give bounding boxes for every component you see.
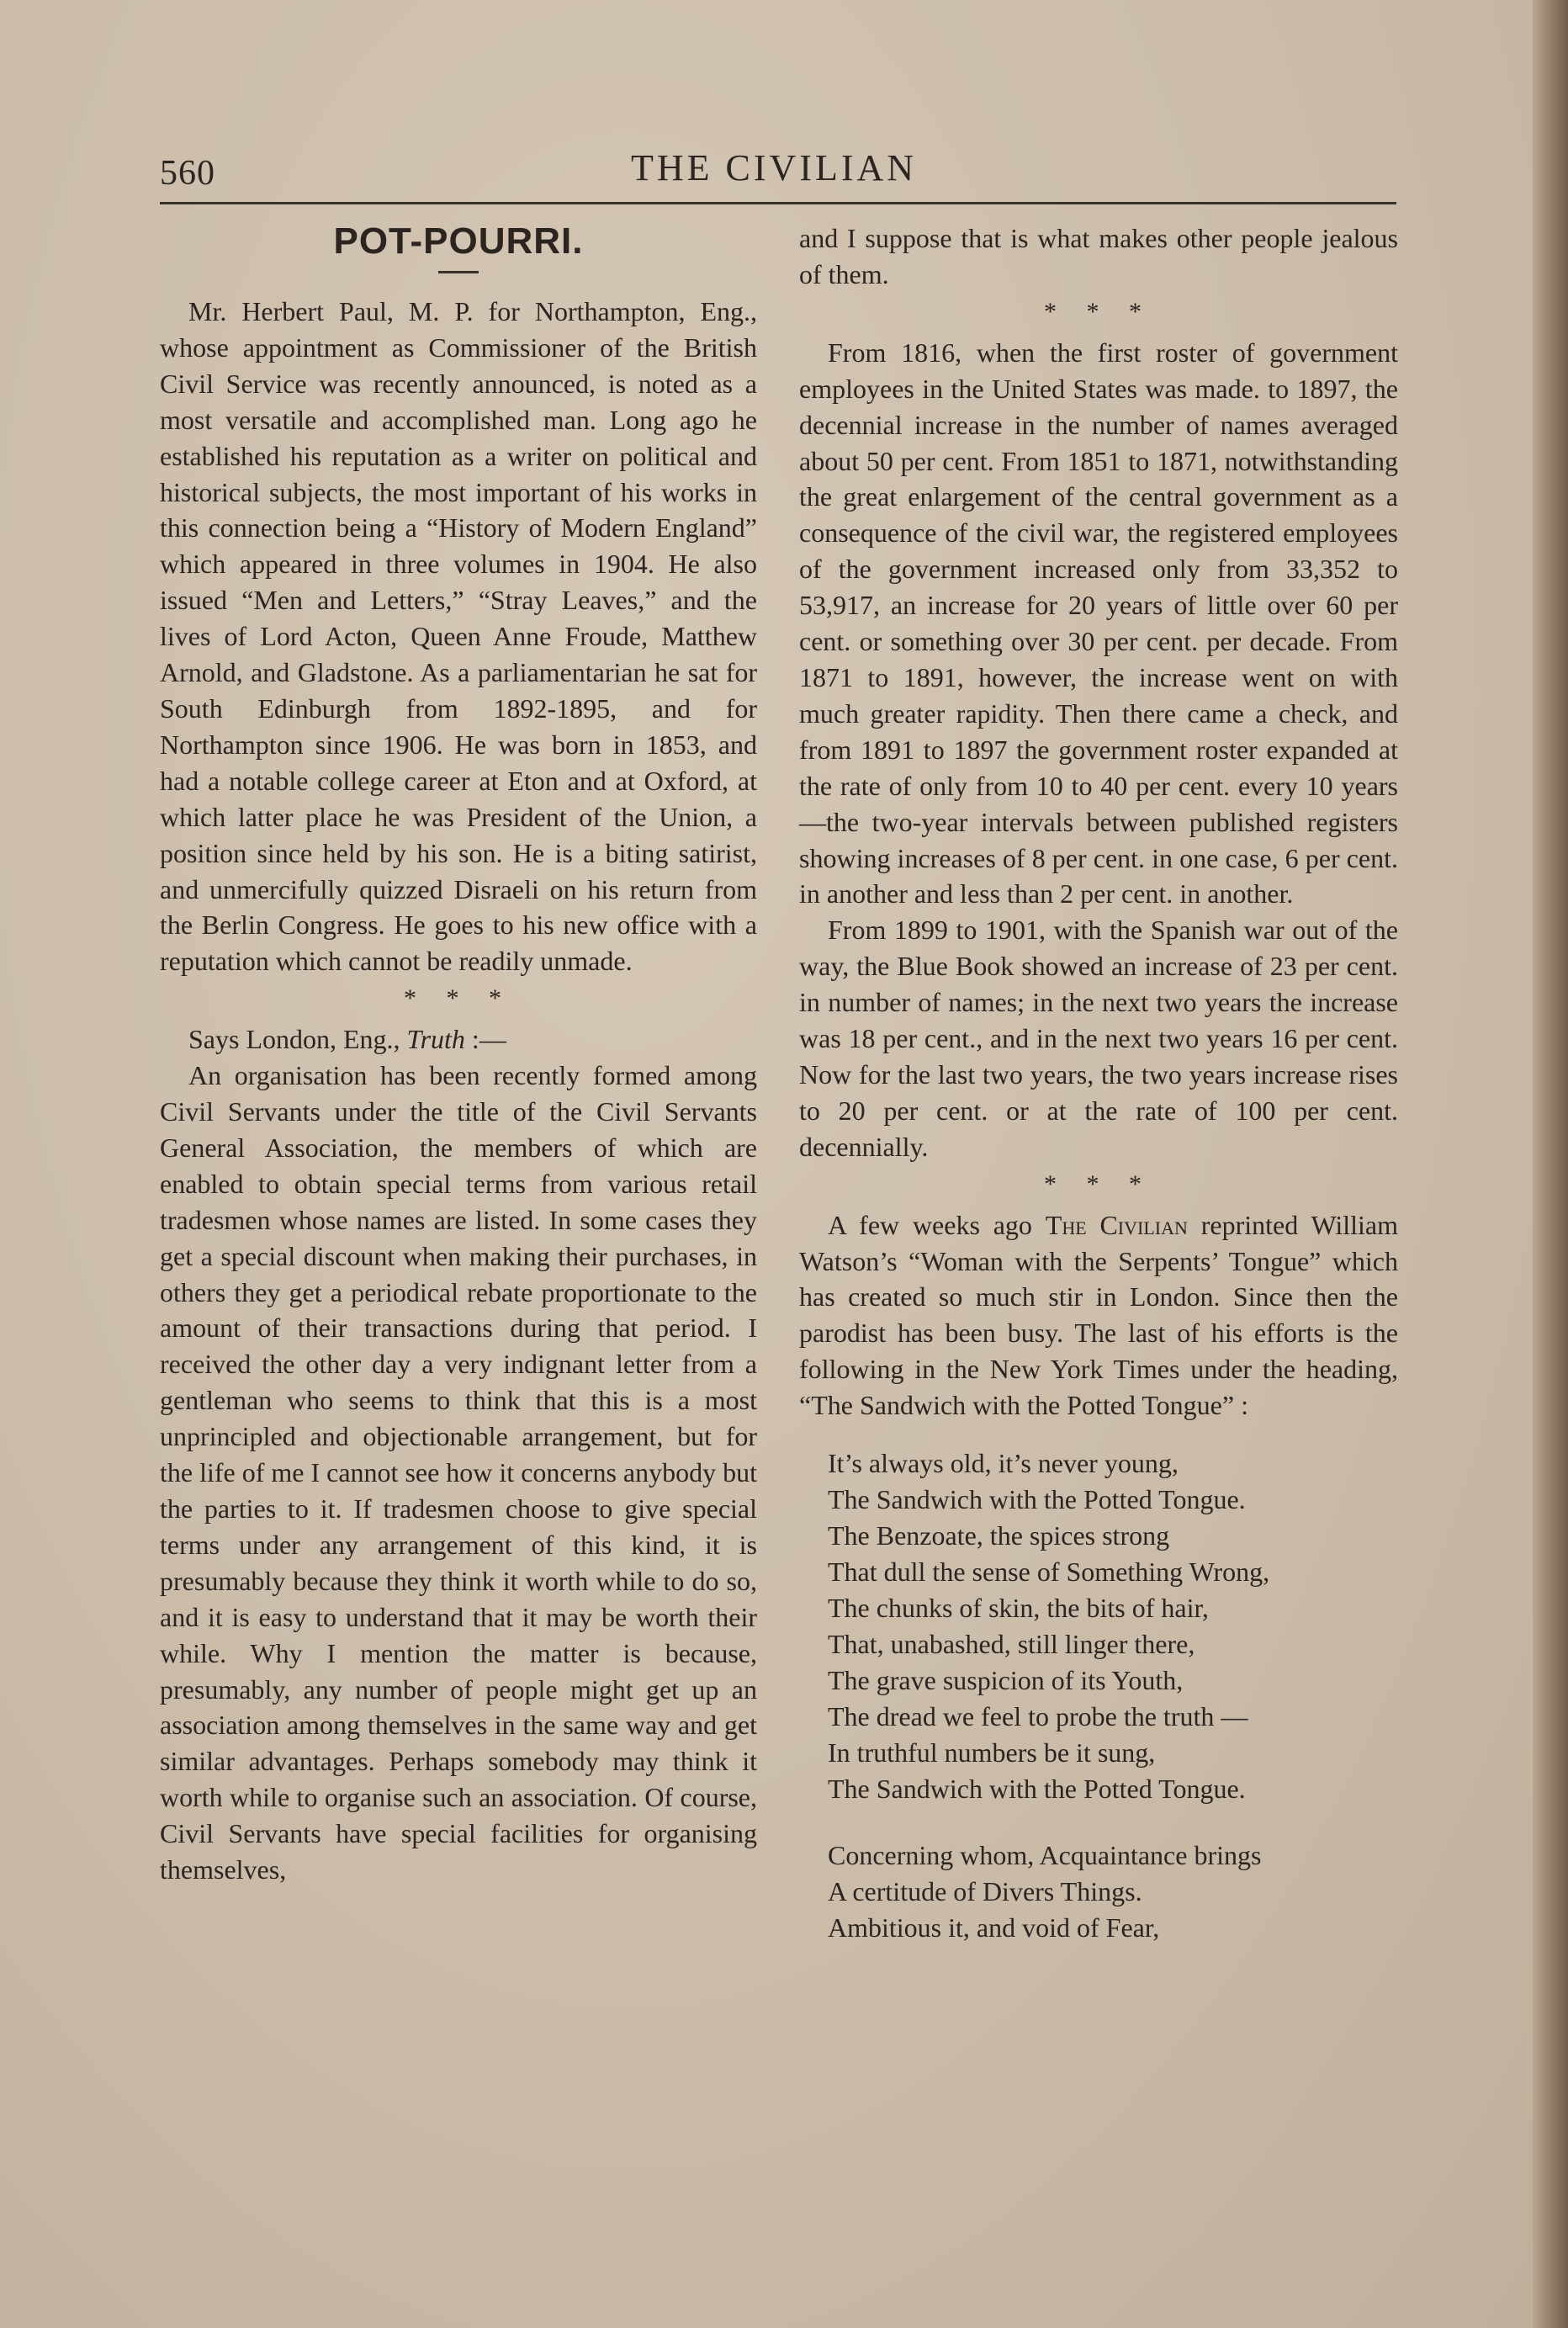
page-edge-shadow	[1533, 0, 1568, 2328]
poem-stanza-1	[828, 1445, 1398, 1807]
poem-stanza-2	[828, 1837, 1398, 1946]
section-separator: * * *	[404, 984, 513, 1013]
journal-title: THE CIVILIAN	[631, 147, 918, 188]
left-column	[160, 220, 757, 1888]
poem-line: The chunks of skin, the bits of hair,	[828, 1593, 1209, 1624]
paragraph-government-roster: From 1816, when the first roster of government employees in the United States was made. to 1897, the decennial increase in the number of names averaged about 50 per cent. From 1851 to 1871, notwithstanding the great enlargement of the central government as a consequence of the civil war, the registered employees of the government increased only from 33,352 to 53,917, an increase for 20 years of little over 60 per cent. or something over 30 per cent. per decade. From 1871 to 1891, however, the increase went on with much greater rapidity. Then there came a check, and from 1891 to 1897 the government roster expanded at the rate of only from 10 to 40 per cent. every 10 years—the two-year intervals between published registers showing increases of 8 per cent. in one case, 6 per cent. in another and less than 2 per cent. in another.	[799, 337, 1398, 909]
poem-line: A certitude of Divers Things.	[828, 1876, 1142, 1907]
poem-line: The Benzoate, the spices strong	[828, 1520, 1170, 1551]
poem-line: In truthful numbers be it sung,	[828, 1737, 1156, 1769]
quote-intro-suffix: :—	[464, 1024, 506, 1055]
paragraph-blue-book: From 1899 to 1901, with the Spanish war out of the way, the Blue Book showed an increase of 23 per cent. in number of names; in the next two years the increase was 18 per cent., and in the next two years 16 per cent. Now for the last two years, the two years increase rises to 20 per cent. or at the rate of 100 per cent. decennially.	[799, 915, 1398, 1162]
quote-intro	[160, 1021, 757, 1058]
paragraph-herbert-paul: Mr. Herbert Paul, M. P. for Northampton, Eng., whose appointment as Commissioner of the British Civil Service was recently announced, is noted as a most versatile and accomplished man. Long ago he established his reputation as a writer on political and historical subjects, the most important of his works in this connection being a “History of Modern England” which appeared in three volumes in 1904. He also issued “Men and Letters,” “Stray Leaves,” and the lives of Lord Acton, Queen Anne Froude, Matthew Arnold, and Gladstone. As a parliamentarian he sat for South Edinburgh from 1892-1895, and for Northampton since 1906. He was born in 1853, and had a notable college career at Eton and at Oxford, at which latter place he was President of the Union, a position since held by his son. He is a biting satirist, and unmercifully quizzed Disraeli on his return from the Berlin Congress. He goes to his new office with a reputation which cannot be readily unmade.	[160, 296, 757, 977]
poem-line: Concerning whom, Acquaintance brings	[828, 1840, 1262, 1871]
poem	[828, 1445, 1398, 1946]
title-rule	[438, 271, 479, 273]
poem-line: Ambitious it, and void of Fear,	[828, 1912, 1160, 1944]
right-column	[799, 220, 1398, 1976]
poem-line: The Sandwich with the Potted Tongue.	[828, 1484, 1246, 1515]
parody-intro-suffix: reprinted William Watson’s “Woman with the Serpents’ Tongue” which has created so much stir in London. Since then the parodist has been busy. The last of his efforts is the following in the New York Times under the heading, “The Sandwich with the Potted Tongue” :	[799, 1209, 1399, 1421]
paragraph-continuation: and I suppose that is what makes other people jealous of them.	[799, 223, 1398, 289]
poem-line: The dread we feel to probe the truth —	[828, 1701, 1248, 1732]
article-title: POT-POURRI.	[333, 220, 584, 262]
poem-line: The grave suspicion of its Youth,	[828, 1665, 1184, 1696]
paragraph-parody-intro	[799, 1207, 1398, 1424]
poem-line: That, unabashed, still linger there,	[828, 1629, 1195, 1660]
poem-line: It’s always old, it’s never young,	[828, 1448, 1179, 1479]
quote-source: Truth	[406, 1024, 465, 1055]
journal-name-inline: The Civilian	[1045, 1209, 1188, 1240]
header-rule	[160, 202, 1396, 204]
page-number: 560	[160, 154, 215, 193]
parody-intro-prefix: A few weeks ago	[828, 1209, 1046, 1240]
quote-intro-prefix: Says London, Eng.,	[188, 1024, 407, 1055]
section-separator: * * *	[1044, 1169, 1153, 1198]
section-separator: * * *	[1044, 297, 1153, 326]
running-header	[160, 143, 1396, 194]
paragraph-civil-servants-association: An organisation has been recently formed among Civil Servants under the title of the Civil Servants General Association, the members of which are enabled to obtain special terms from various retail tradesmen whose names are listed. In some cases they get a special discount when making their purchases, in others they get a periodical rebate proportionate to the amount of their transactions during that period. I received the other day a very indignant letter from a gentleman who seems to think that this is a most unprincipled and objectionable arrangement, but for the life of me I cannot see how it concerns anybody but the parties to it. If tradesmen choose to give special terms under any arrangement of this kind, it is presumably because they think it worth while to do so, and it is easy to understand that it may be worth their while. Why I mention the matter is because, presumably, any number of people might get up an association among themselves in the same way and get similar advantages. Perhaps somebody may think it worth while to organise such an association. Of course, Civil Servants have special facilities for organising themselves,	[160, 1060, 757, 1885]
poem-line: That dull the sense of Something Wrong,	[828, 1556, 1270, 1588]
poem-line: The Sandwich with the Potted Tongue.	[828, 1774, 1246, 1805]
